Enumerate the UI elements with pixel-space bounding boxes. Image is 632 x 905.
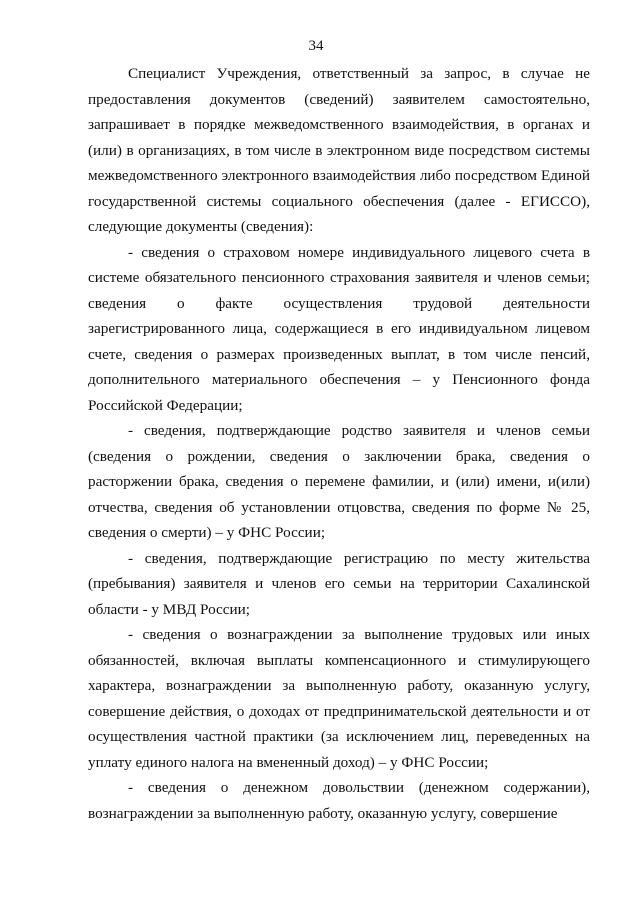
paragraph-allowance: - сведения о денежном довольствии (денежном содержании), вознаграждении за выполненную работу, оказанную услугу, совершение [88, 779, 590, 822]
paragraph-pension-fund: - сведения о страховом номере индивидуального лицевого счета в системе обязательного пенсионного страхования заявителя и членов семьи; сведения о факте осуществления трудовой деятельности зарегистрированного лица, содержащиеся в его индивидуальном лицевом счете, сведения о размерах произведенных выплат, в том числе пенсий, дополнительного материального обеспечения – у Пенсионного фонда Российской Федерации; [88, 243, 590, 414]
paragraph-intro: Специалист Учреждения, ответственный за запрос, в случае не предоставления документов (сведений) заявителем самостоятельно, запрашивает в порядке межведомственного взаимодействия, в органах и (или) в организациях, в том числе в электронном виде посредством системы межведомственного электронного взаимодействия либо посредством Единой государственной системы социального обеспечения (далее - ЕГИССО), следующие документы (сведения): [88, 65, 590, 235]
page-number: 34 [308, 38, 324, 54]
document-body [88, 61, 590, 826]
paragraph-registration: - сведения, подтверждающие регистрацию по месту жительства (пребывания) заявителя и членов его семьи на территории Сахалинской области - у МВД России; [88, 549, 590, 618]
paragraph-income: - сведения о вознаграждении за выполнение трудовых или иных обязанностей, включая выплаты компенсационного и стимулирующего характера, вознаграждении за выполненную работу, оказанную услугу, совершение действия, о доходах от предпринимательской деятельности и от осуществления частной практики (за исключением лиц, переведенных на уплату единого налога на вмененный доход) – у ФНС России; [88, 626, 590, 771]
paragraph-kinship: - сведения, подтверждающие родство заявителя и членов семьи (сведения о рождении, сведения о заключении брака, сведения о расторжении брака, сведения о перемене фамилии, и (или) имени, и(или) отчества, сведения об установлении отцовства, сведения по форме № 25, сведения о смерти) – у ФНС России; [88, 422, 590, 541]
